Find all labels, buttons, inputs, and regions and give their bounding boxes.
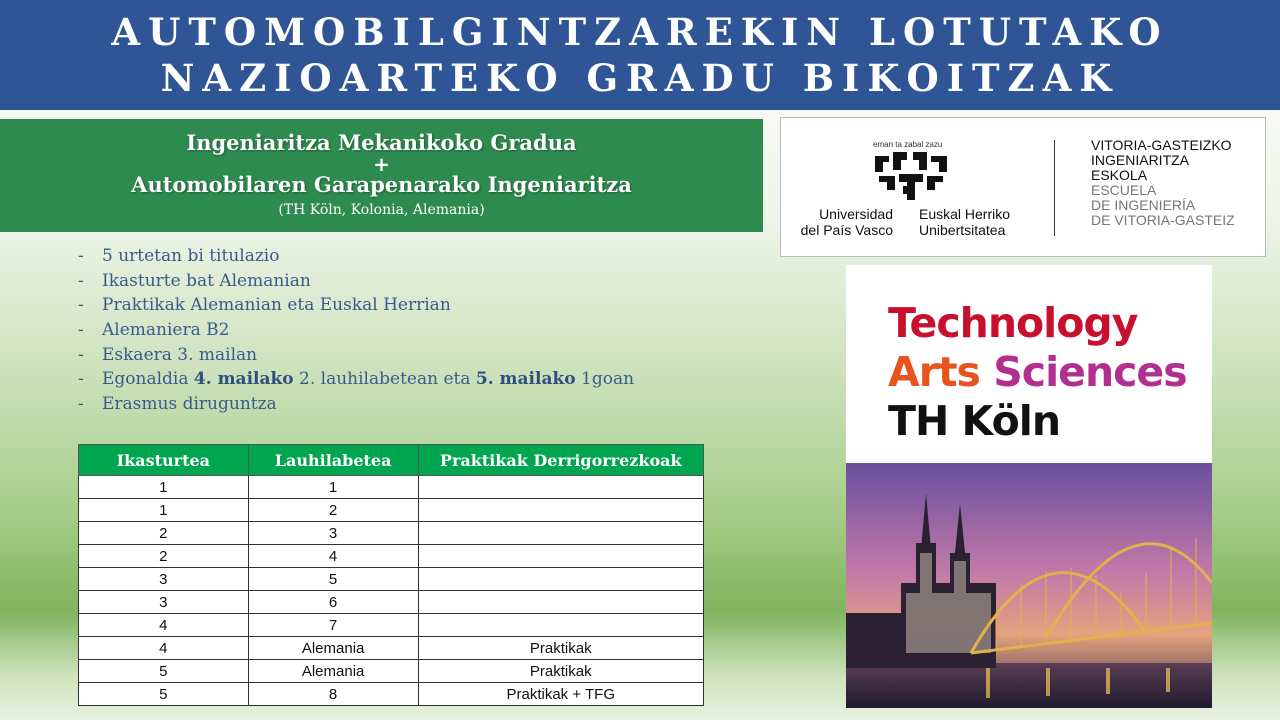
table-cell: 2 — [248, 499, 418, 522]
list-item: - 5 urtetan bi titulazio — [78, 246, 280, 266]
list-item: - Erasmus diruguntza — [78, 394, 277, 415]
degree-banner — [0, 119, 763, 232]
table-cell: 4 — [79, 637, 249, 660]
logo-motto: eman ta zabal zazu — [873, 140, 943, 149]
table-cell: 1 — [248, 476, 418, 499]
table-row — [79, 637, 704, 660]
table-cell: 5 — [79, 683, 249, 706]
table-cell: 8 — [248, 683, 418, 706]
table-cell: Alemania — [248, 637, 418, 660]
logo-basque-name: Euskal Herriko Unibertsitatea — [919, 206, 1011, 238]
table-cell: 3 — [248, 522, 418, 545]
table-cell: 7 — [248, 614, 418, 637]
table-cell: Praktikak + TFG — [418, 683, 704, 706]
table-header-row — [79, 445, 704, 476]
degree-plus: + — [373, 151, 390, 176]
degree-title-1: Ingeniaritza Mekanikoko Gradua — [186, 129, 577, 155]
table-cell — [418, 568, 704, 591]
table-cell: 2 — [79, 545, 249, 568]
school-name: VITORIA-GASTEIZKO INGENIARITZA ESKOLA ESCUELA DE INGENIERÍA DE VITORIA-GASTEIZ — [1091, 137, 1235, 228]
table-cell: 5 — [79, 660, 249, 683]
table-cell — [418, 499, 704, 522]
table-row — [79, 591, 704, 614]
schedule-table — [78, 444, 704, 706]
logo-spanish-name: Universidad del País Vasco — [800, 206, 893, 238]
university-logo — [780, 117, 1266, 257]
table-cell: 4 — [248, 545, 418, 568]
title-line-1: AUTOMOBILGINTZAREKIN LOTUTAKO — [111, 10, 1169, 54]
list-item: - Alemaniera B2 — [78, 320, 230, 341]
column-header-year: Ikasturtea — [79, 445, 249, 476]
table-cell — [418, 545, 704, 568]
table-cell: 3 — [79, 591, 249, 614]
table-cell: 1 — [79, 499, 249, 522]
table-cell: 4 — [79, 614, 249, 637]
table-cell — [418, 614, 704, 637]
table-cell: 6 — [248, 591, 418, 614]
table-row — [79, 614, 704, 637]
features-list — [78, 244, 634, 417]
table-cell: 2 — [79, 522, 249, 545]
table-row — [79, 660, 704, 683]
table-cell: 1 — [79, 476, 249, 499]
column-header-semester: Lauhilabetea — [248, 445, 418, 476]
list-item: - Eskaera 3. mailan — [78, 344, 258, 365]
table-cell: Praktikak — [418, 637, 704, 660]
title-line-2: NAZIOARTEKO GRADU BIKOITZAK — [160, 56, 1120, 100]
degree-title-2: Automobilaren Garapenarako Ingeniaritza — [131, 171, 632, 197]
logo-divider — [1054, 140, 1055, 236]
title-banner — [0, 0, 1280, 110]
table-row — [79, 683, 704, 706]
table-row — [79, 499, 704, 522]
table-row — [79, 522, 704, 545]
table-cell — [418, 591, 704, 614]
table-cell: 3 — [79, 568, 249, 591]
table-row — [79, 545, 704, 568]
list-item: - Praktikak Alemanian eta Euskal Herrian — [78, 295, 451, 316]
table-cell: Alemania — [248, 660, 418, 683]
column-header-internship: Praktikak Derrigorrezkoak — [418, 445, 704, 476]
table-cell — [418, 476, 704, 499]
upv-ehu-emblem-icon — [873, 150, 949, 202]
table-cell: 5 — [248, 568, 418, 591]
list-item-stay: - Egonaldia 4. mailako 2. lauhilabetean eta 5. mailako 1goan — [78, 369, 635, 390]
th-koln-promo — [846, 265, 1212, 708]
list-item: - Ikasturte bat Alemanian — [78, 270, 311, 291]
degree-location: (TH Köln, Kolonia, Alemania) — [278, 201, 485, 218]
cologne-bridge-photo — [846, 463, 1212, 708]
table-cell: Praktikak — [418, 660, 704, 683]
th-koln-wordmark: Technology Arts Sciences TH Köln — [888, 299, 1187, 445]
table-row — [79, 568, 704, 591]
table-cell — [418, 522, 704, 545]
table-row — [79, 476, 704, 499]
